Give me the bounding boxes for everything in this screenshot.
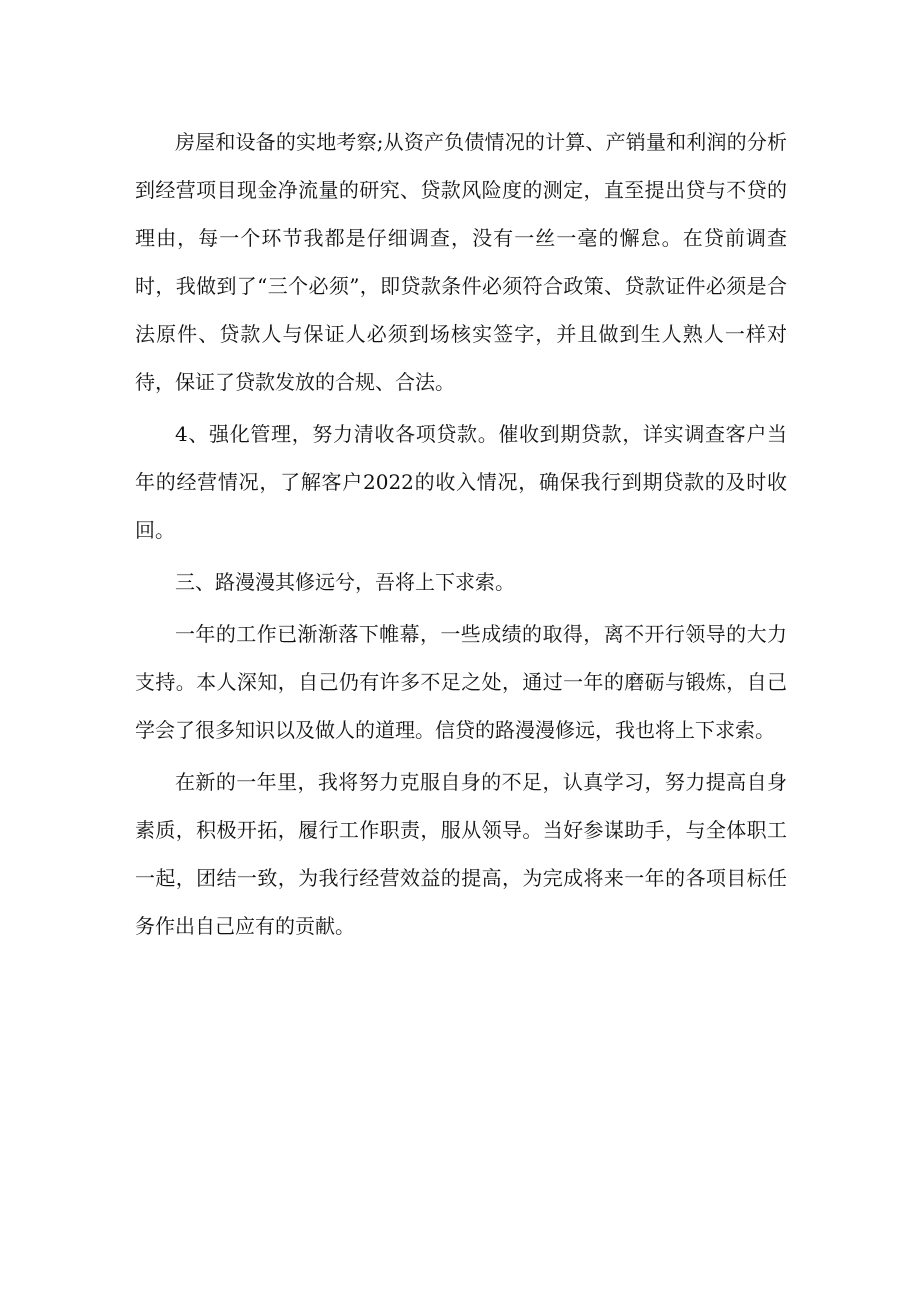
paragraph-new-year-plan: 在新的一年里，我将努力克服自身的不足，认真学习，努力提高自身素质，积极开拓，履行工作职责，服从领导。当好参谋助手，与全体职工一起，团结一致，为我行经营效益的提高，为完成将来一年的各项目标任务作出自己应有的贡献。 (135, 770, 787, 938)
document-body (135, 118, 787, 950)
paragraph-year-summary: 一年的工作已渐渐落下帷幕，一些成绩的取得，离不开行领导的大力支持。本人深知，自己仍有许多不足之处，通过一年的磨砺与锻炼，自己学会了很多知识以及做人的道理。信贷的路漫漫修远，我也将上下求索。 (135, 622, 787, 742)
paragraph-strengthen-management: 4、强化管理，努力清收各项贷款。催收到期贷款，详实调查客户当年的经营情况，了解客户2022的收入情况，确保我行到期贷款的及时收回。 (135, 422, 787, 542)
section-heading-three: 三、路漫漫其修远兮，吾将上下求索。 (175, 570, 515, 594)
paragraph-loan-investigation: 房屋和设备的实地考察;从资产负债情况的计算、产销量和利润的分析到经营项目现金净流量的研究、贷款风险度的测定，直至提出贷与不贷的理由，每一个环节我都是仔细调查，没有一丝一毫的懈怠。在贷前调查时，我做到了“三个必须”，即贷款条件必须符合政策、贷款证件必须是合法原件、贷款人与保证人必须到场核实签字，并且做到生人熟人一样对待，保证了贷款发放的合规、合法。 (135, 130, 787, 394)
